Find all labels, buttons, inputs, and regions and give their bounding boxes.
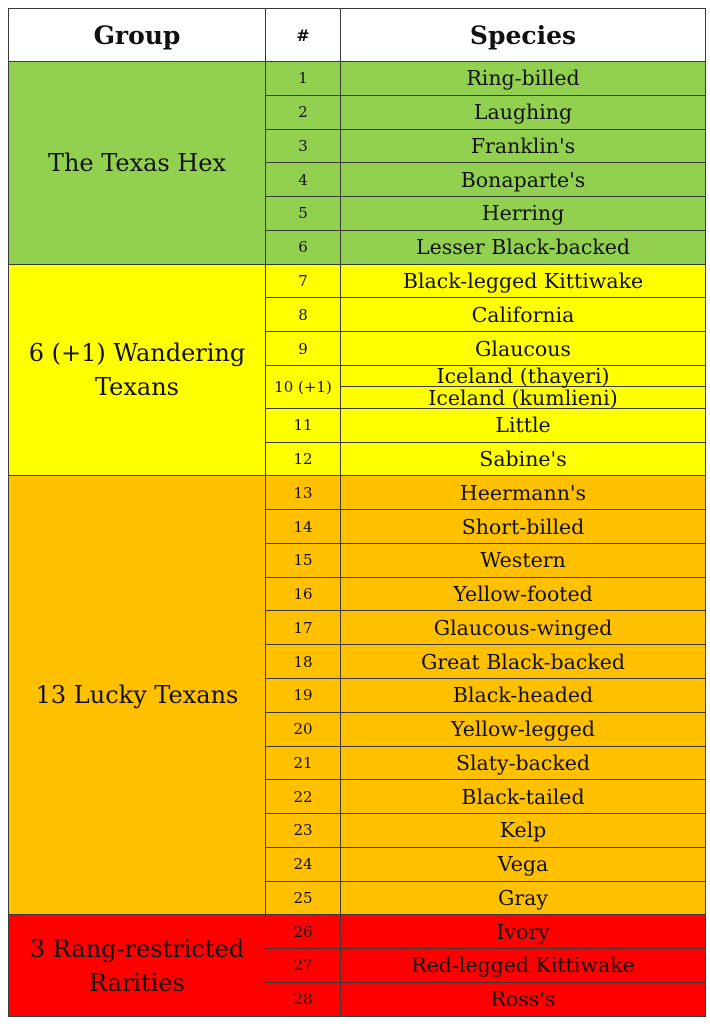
species-number: 19 [266,678,341,712]
species-name: Black-tailed [341,780,706,814]
species-number: 12 [266,442,341,476]
group-column-header: Group [9,9,266,62]
species-name: Black-legged Kittiwake [341,264,706,298]
species-name: Yellow-footed [341,577,706,611]
species-name: Vega [341,847,706,881]
species-number: 7 [266,264,341,298]
number-column-header: # [266,9,341,62]
species-number: 11 [266,408,341,442]
table-row [9,264,706,298]
species-number: 5 [266,197,341,231]
species-name: Red-legged Kittiwake [341,949,706,983]
table-body [9,62,706,1017]
species-number: 27 [266,949,341,983]
species-number: 13 [266,476,341,510]
species-number: 24 [266,847,341,881]
species-name: Glaucous [341,332,706,366]
species-name: Slaty-backed [341,746,706,780]
species-number: 21 [266,746,341,780]
species-name: Sabine's [341,442,706,476]
species-name: Herring [341,197,706,231]
species-number: 6 [266,230,341,264]
species-number: 1 [266,62,341,96]
species-number: 3 [266,129,341,163]
species-number: 2 [266,95,341,129]
header-row [9,9,706,62]
group-label: 3 Rang-restricted Rarities [9,915,266,1017]
species-name: Little [341,408,706,442]
species-number: 10 (+1) [266,365,341,408]
species-number: 18 [266,645,341,679]
species-number: 26 [266,915,341,949]
species-number: 20 [266,712,341,746]
species-name: Glaucous-winged [341,611,706,645]
species-name: Laughing [341,95,706,129]
species-number: 15 [266,543,341,577]
group-label: The Texas Hex [9,62,266,265]
species-number: 25 [266,881,341,915]
species-name: Western [341,543,706,577]
species-name: Iceland (kumlieni) [341,387,706,408]
table-row [9,476,706,510]
species-name: Yellow-legged [341,712,706,746]
species-name: Iceland (thayeri) [341,365,706,386]
species-number: 23 [266,814,341,848]
species-name: Short-billed [341,510,706,544]
species-name: California [341,298,706,332]
species-name: Gray [341,881,706,915]
species-name: Kelp [341,814,706,848]
species-column-header: Species [341,9,706,62]
species-name: Franklin's [341,129,706,163]
species-name: Ring-billed [341,62,706,96]
table-row [9,62,706,96]
table-row [9,915,706,949]
species-number: 9 [266,332,341,366]
species-name: Ross's [341,982,706,1016]
species-number: 16 [266,577,341,611]
species-number: 22 [266,780,341,814]
species-number: 8 [266,298,341,332]
group-label: 6 (+1) Wandering Texans [9,264,266,476]
species-name: Great Black-backed [341,645,706,679]
species-name: Black-headed [341,678,706,712]
species-number: 17 [266,611,341,645]
species-name: Heermann's [341,476,706,510]
species-number: 28 [266,982,341,1016]
species-name: Ivory [341,915,706,949]
species-number: 14 [266,510,341,544]
group-label: 13 Lucky Texans [9,476,266,915]
species-name: Bonaparte's [341,163,706,197]
species-number: 4 [266,163,341,197]
species-name: Lesser Black-backed [341,230,706,264]
gull-species-table [8,8,706,1017]
